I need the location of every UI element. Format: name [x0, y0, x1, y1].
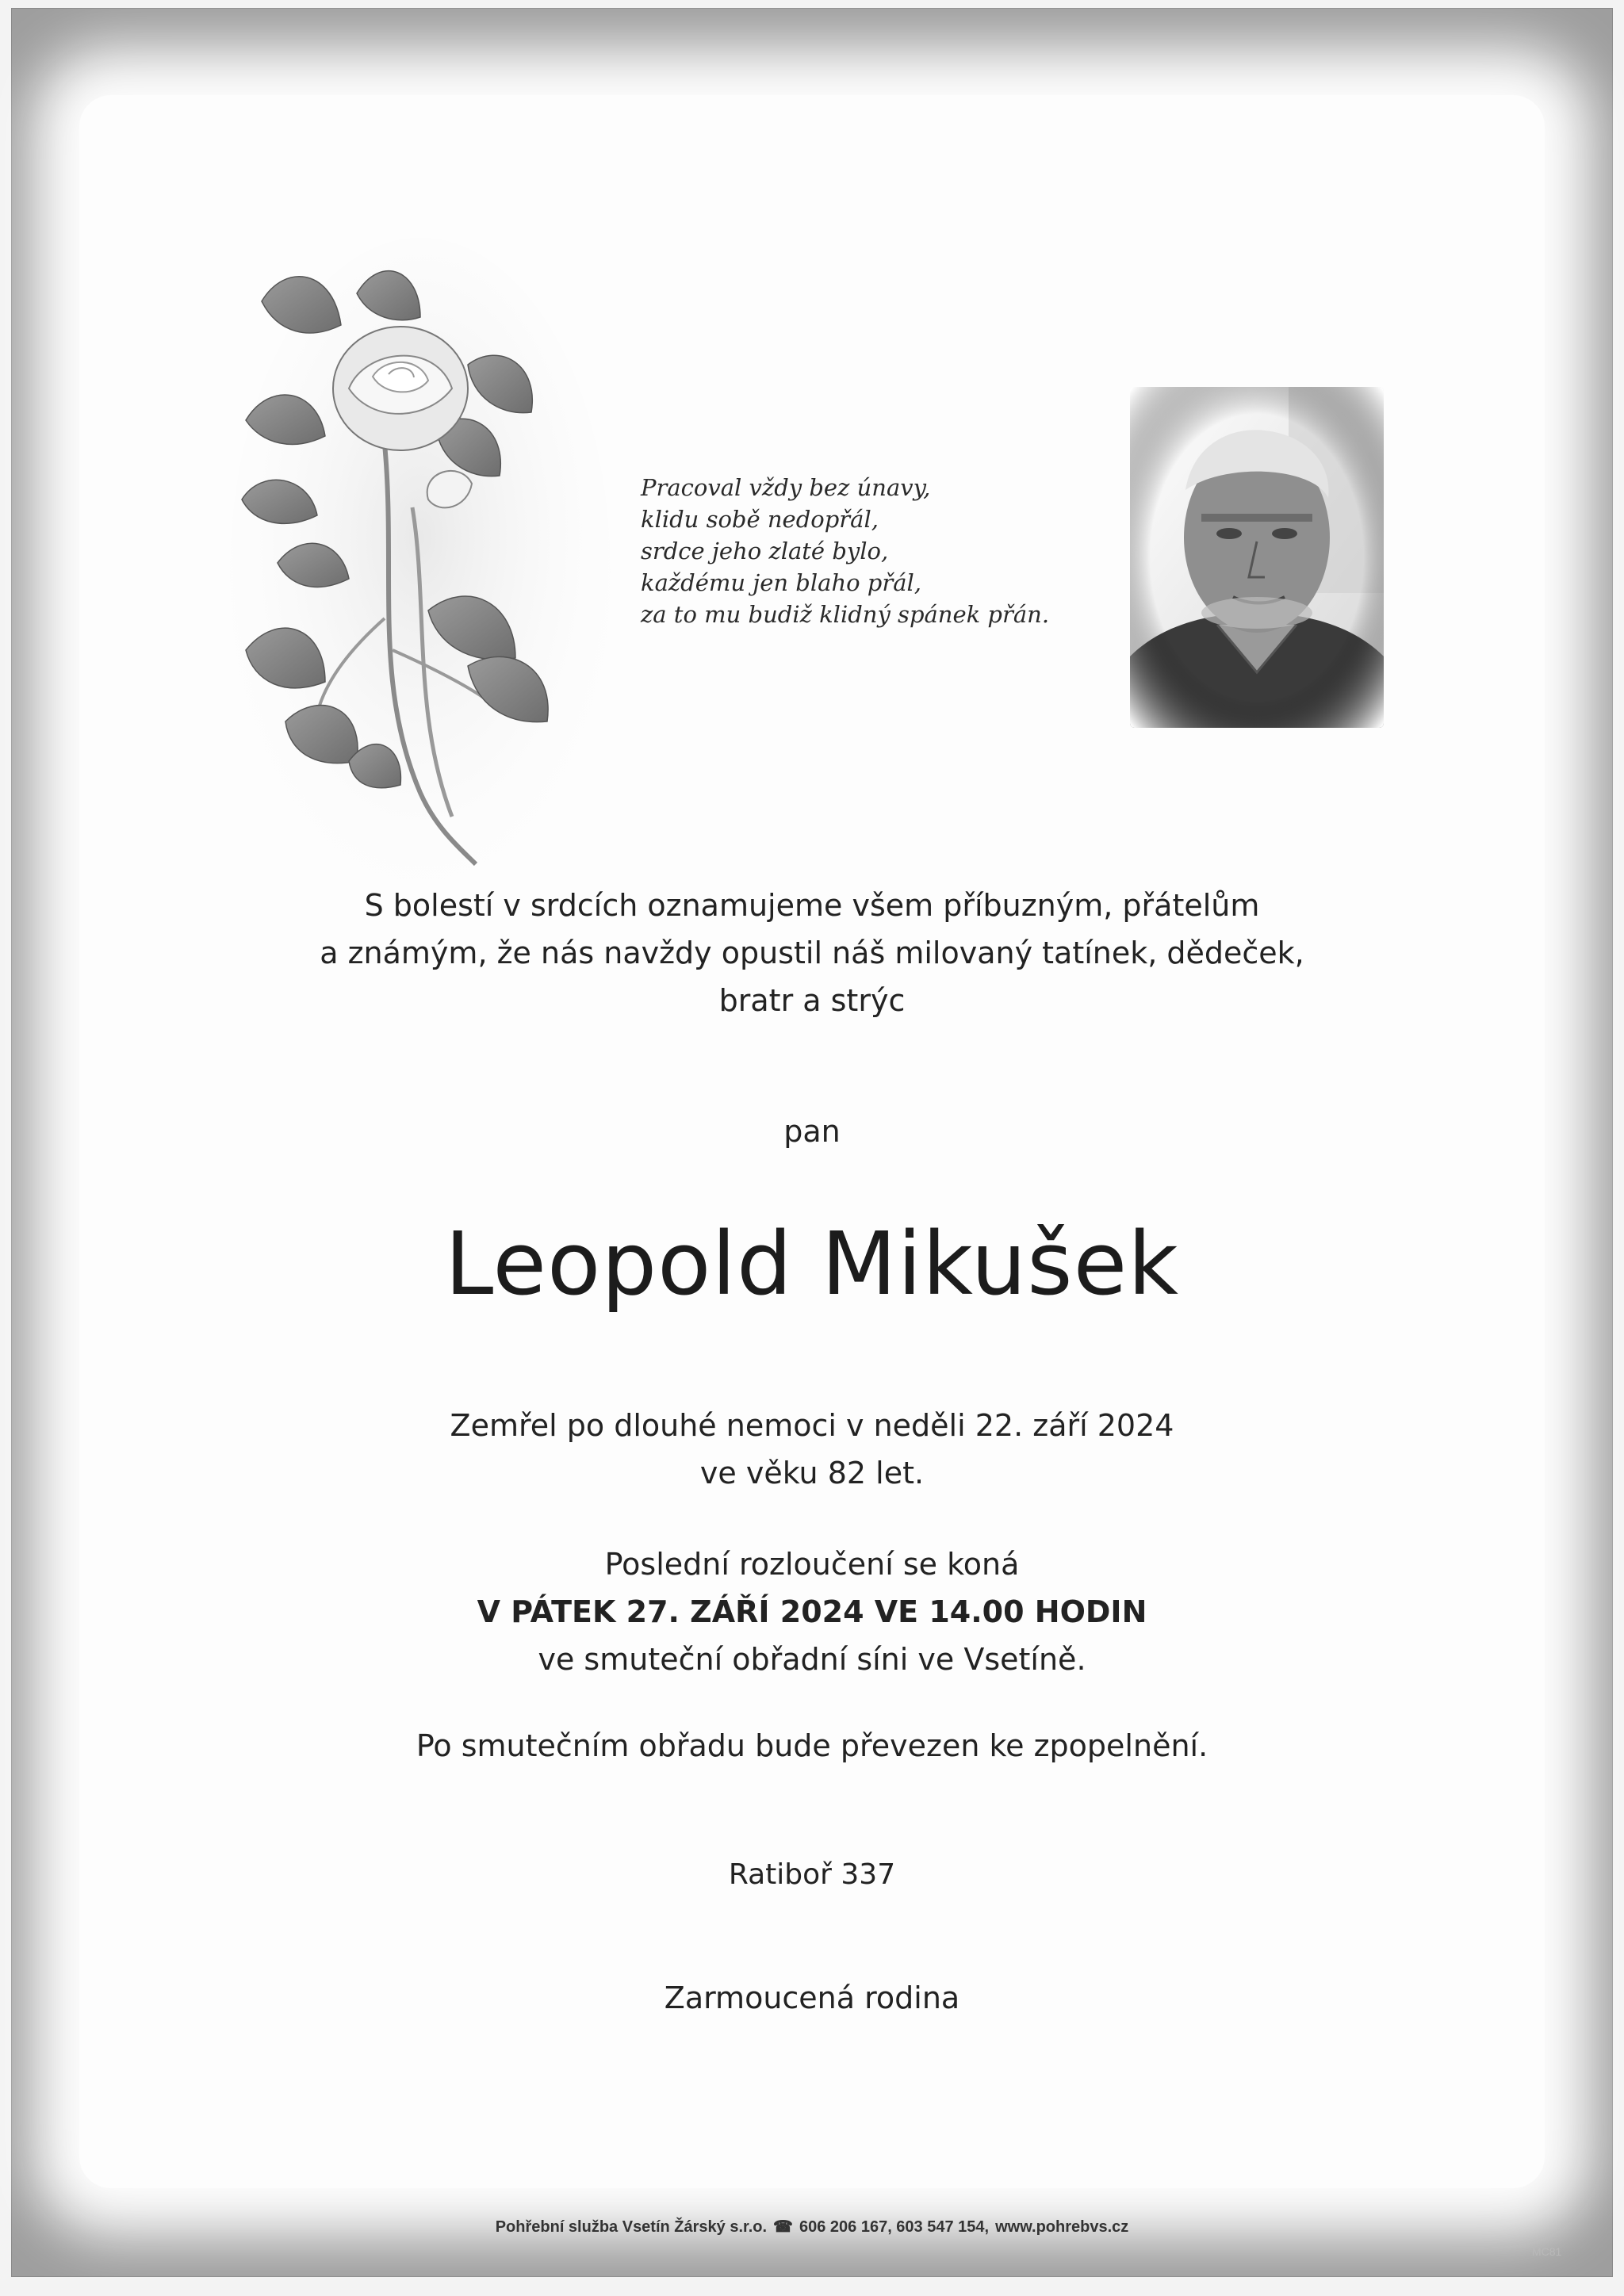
cremation-note: Po smutečním obřadu bude převezen ke zpopelnění.	[416, 1728, 1208, 1763]
poem-line: Pracoval vždy bez únavy,	[641, 474, 931, 501]
death-line: Zemřel po dlouhé nemoci v neděli 22. září 2024	[450, 1408, 1174, 1443]
poem-line: klidu sobě nedopřál,	[641, 506, 879, 533]
footer-phones: 606 206 167, 603 547 154,	[799, 2218, 990, 2236]
signature: Zarmoucená rodina	[664, 1980, 960, 2015]
poem-line: každému jen blaho přál,	[641, 569, 922, 596]
footer-company: Pohřební služba Vsetín Žárský s.r.o.	[495, 2218, 768, 2236]
farewell-date: V PÁTEK 27. ZÁŘÍ 2024 VE 14.00 HODIN	[477, 1594, 1147, 1629]
portrait-photo	[1130, 387, 1384, 728]
poem	[641, 472, 1085, 630]
watermark: MC81	[1532, 2245, 1562, 2258]
rose-illustration	[230, 238, 611, 888]
announcement-intro	[0, 882, 1624, 1024]
telephone-icon: ☎	[773, 2218, 793, 2236]
farewell-info	[0, 1540, 1624, 1683]
salutation: pan	[783, 1114, 841, 1149]
intro-line: S bolestí v srdcích oznamujeme všem příbuzným, přátelům	[364, 888, 1260, 923]
footer	[0, 2217, 1624, 2237]
death-info	[0, 1402, 1624, 1497]
deceased-name: Leopold Mikušek	[445, 1213, 1179, 1314]
poem-line: za to mu budiž klidný spánek přán.	[641, 601, 1050, 628]
farewell-line: Poslední rozloučení se koná	[604, 1547, 1020, 1582]
farewell-place: ve smuteční obřadní síni ve Vsetíně.	[538, 1642, 1086, 1677]
footer-website: www.pohrebvs.cz	[995, 2218, 1129, 2236]
intro-line: bratr a strýc	[718, 983, 906, 1018]
intro-line: a známým, že nás navždy opustil náš milovaný tatínek, dědeček,	[320, 936, 1304, 970]
death-line: ve věku 82 let.	[699, 1456, 925, 1490]
address: Ratiboř 337	[728, 1858, 896, 1891]
poem-line: srdce jeho zlaté bylo,	[641, 538, 889, 564]
